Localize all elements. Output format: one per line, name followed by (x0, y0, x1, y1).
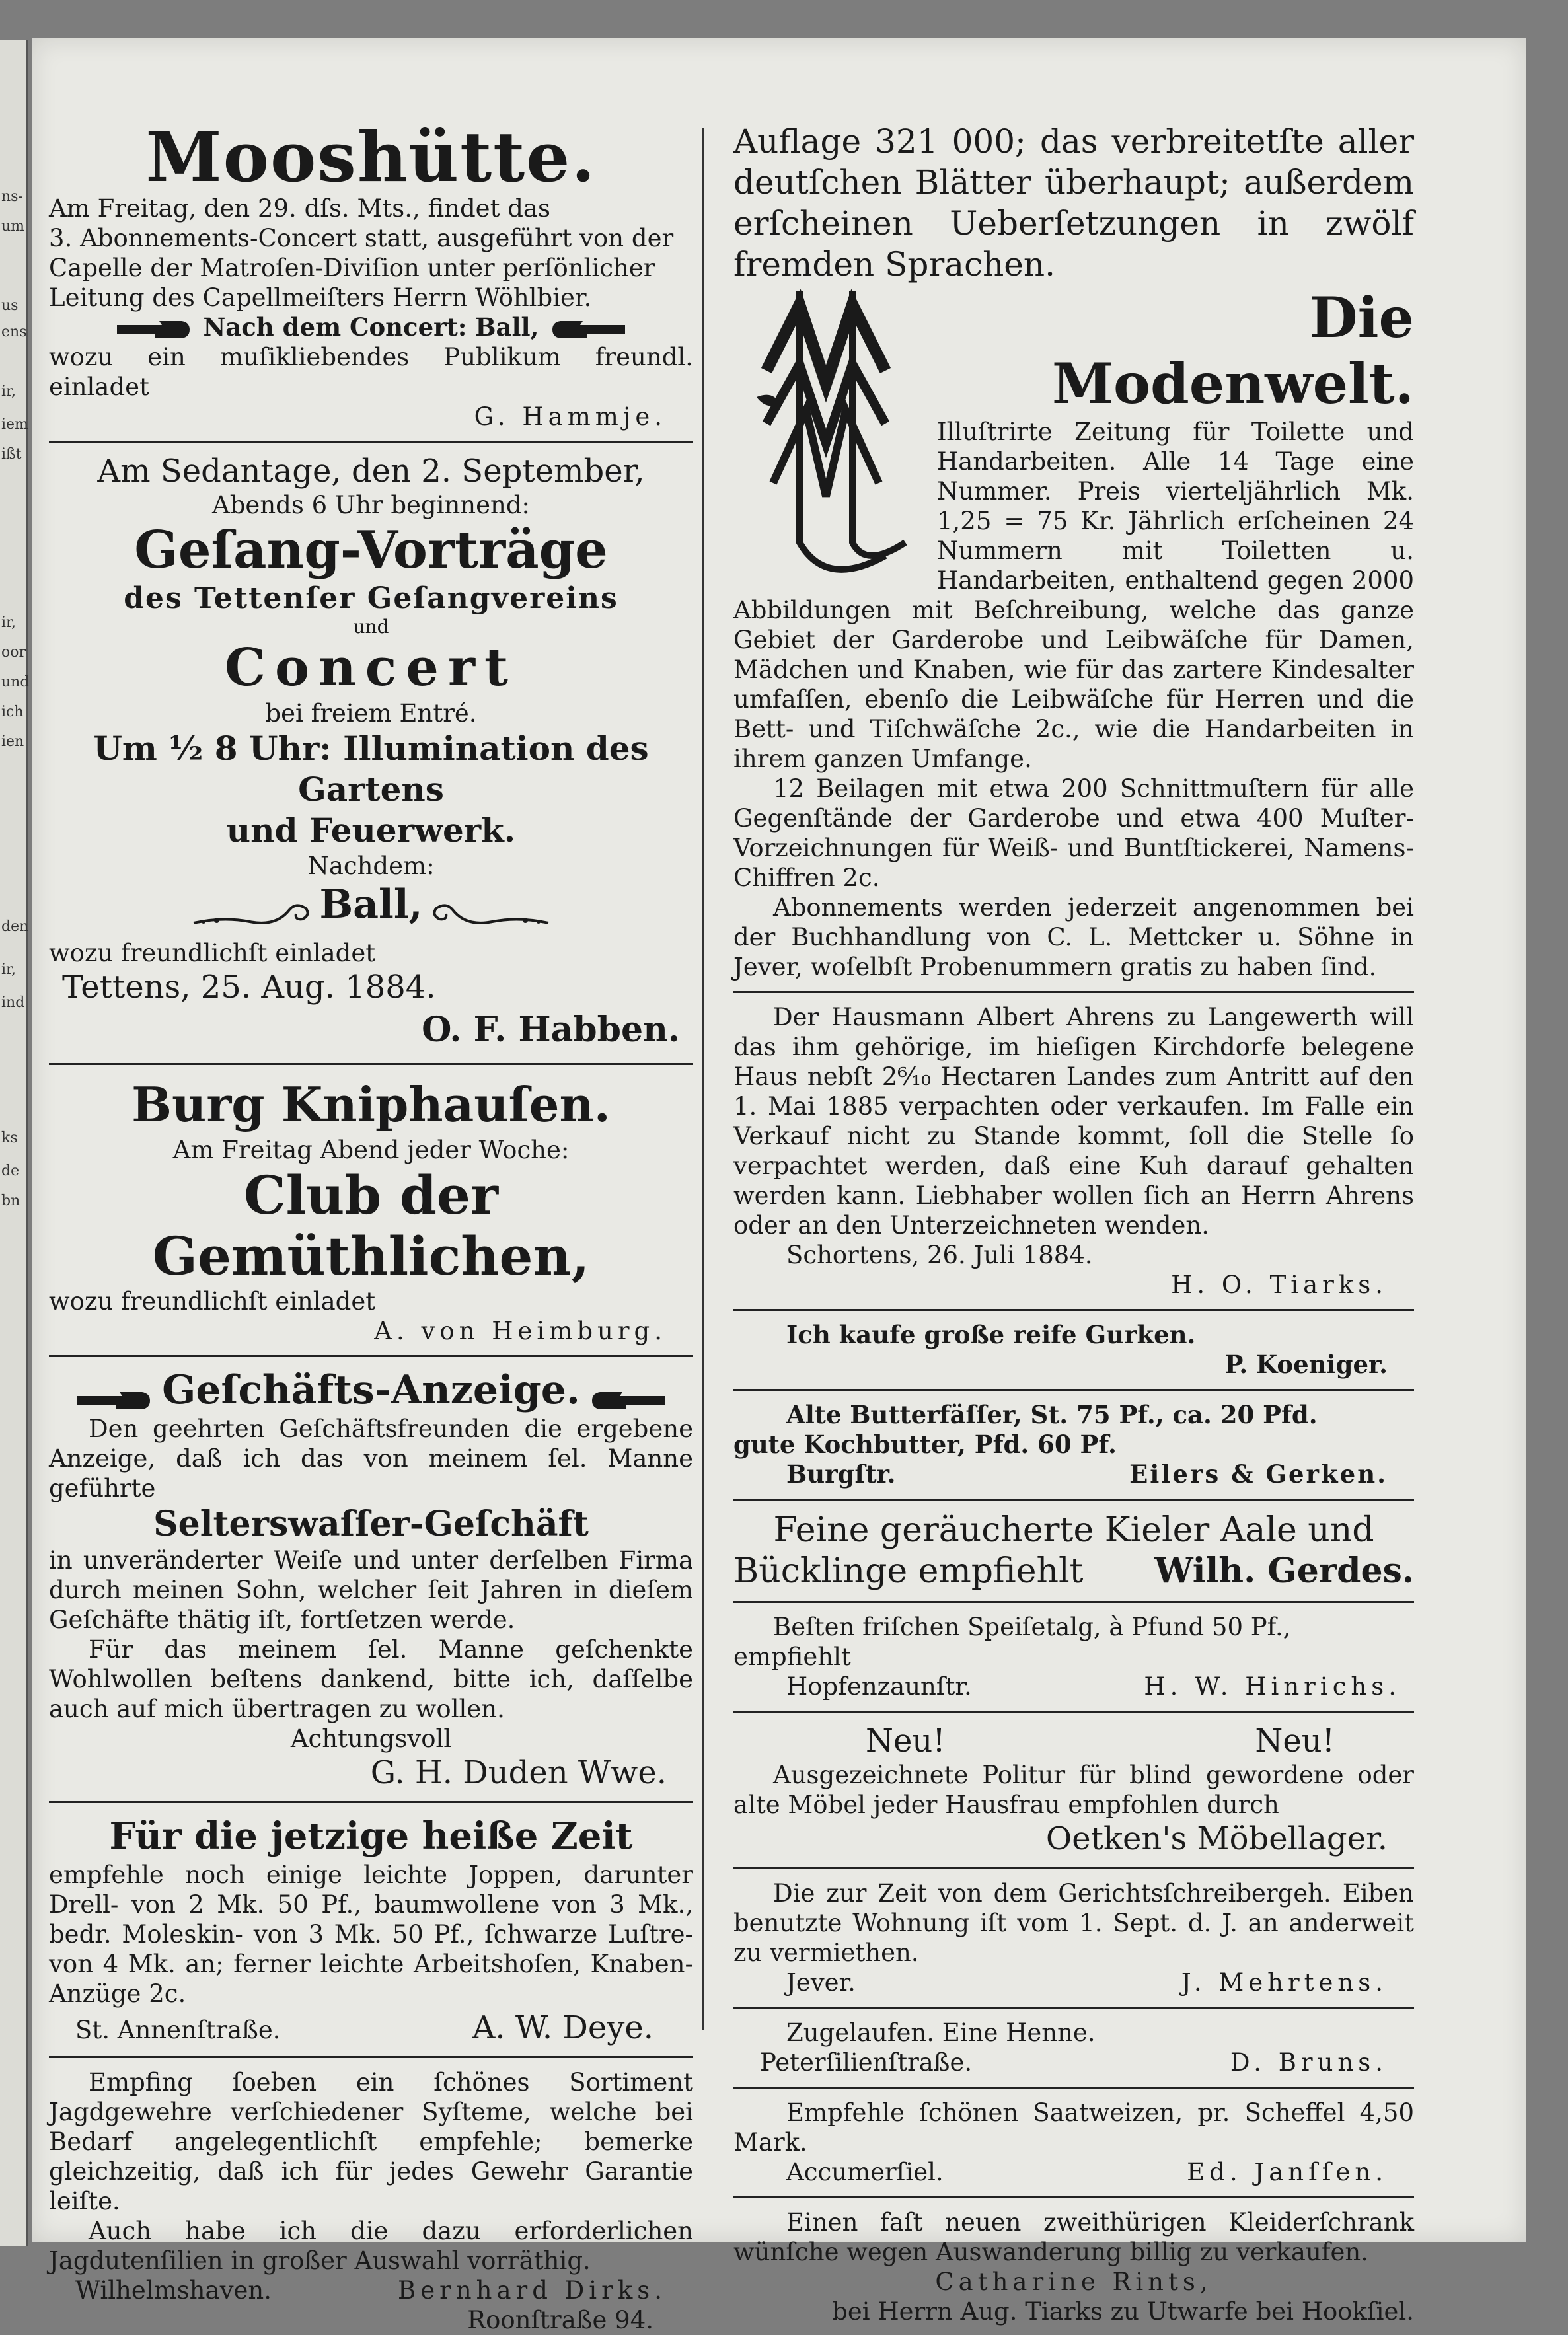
margin-fragment: ien (1, 733, 24, 750)
ad-title: Für die jetzige heiße Zeit (109, 1814, 633, 1858)
pointing-hand-left-icon (583, 1391, 669, 1411)
ad-modenwelt (733, 121, 1414, 982)
left-column (49, 116, 693, 2335)
margin-fragment: iem (1, 416, 28, 433)
ad-address: Accumerſiel. (786, 2158, 944, 2186)
ad-separator (49, 1063, 693, 1065)
ad-paragraph: Den geehrten Geſchäftsfreunden die ergebene Anzeige, daß ich das von meinem ſel. Manne geführte (49, 1415, 693, 1502)
ad-line: Nach dem Concert: Ball, (203, 313, 539, 342)
ad-separator (733, 1499, 1414, 1501)
margin-fragment: de (1, 1163, 20, 1179)
ad-heading: Ball, (319, 881, 423, 928)
ad-line: Am Sedantage, den 2. September, (97, 453, 645, 490)
ad-paragraph: Empfing ſoeben ein ſchönes Sortiment Jagdgewehre verſchiedener Syſteme, welche bei Bedarf angelegentlichſt empfehle; bemerke gleichzeitig, daß ich für jedes Gewehr Garantie leiſte. (49, 2068, 693, 2215)
ad-signature: J. Mehrtens. (1181, 1968, 1388, 1997)
ad-line: Zugelaufen. Eine Henne. (786, 2019, 1096, 2047)
ad-signature: Catharine Rints, (935, 2268, 1213, 2296)
pointing-hand-left-icon (547, 320, 626, 340)
ad-line: Abends 6 Uhr beginnend: (212, 491, 530, 519)
ad-address: Roonſtraße 94. (467, 2306, 653, 2334)
ad-signature: H. W. Hinrichs. (1144, 1672, 1401, 1701)
ad-line: wozu ein muſikliebendes Publikum freundl. einladet (49, 343, 693, 401)
margin-fragment: und (1, 674, 30, 690)
ad-heading: Neu! (866, 1723, 946, 1760)
ad-paragraph: Die zur Zeit von dem Gerichtsſchreibergeh. Eiben benutzte Wohnung iſt vom 1. Sept. d. J. an anderweit zu vermiethen. (733, 1879, 1414, 1967)
previous-page-edge (0, 40, 28, 2246)
ad-line: empfiehlt (733, 1643, 851, 1671)
ad-wohnung (733, 1878, 1414, 1997)
ad-place-date: Schortens, 26. Juli 1884. (786, 1241, 1093, 1269)
ad-title: Mooshütte. (145, 116, 597, 198)
ad-line: 3. Abonnements-Concert statt, ausgeführt von der (49, 224, 674, 252)
ad-line: Am Freitag, den 29. dſs. Mts., findet das (49, 194, 550, 223)
ad-address: Burgſtr. (786, 1460, 896, 1489)
ad-signature: Eilers & Gerken. (1129, 1460, 1388, 1489)
ad-separator (733, 2007, 1414, 2009)
ad-heading: Um ½ 8 Uhr: Illumination des Gartens (93, 729, 649, 809)
ad-heading: Selterswaſſer-Geſchäft (153, 1504, 589, 1544)
ad-line: wozu freundlichſt einladet (49, 1287, 376, 1316)
ad-gurken (733, 1320, 1414, 1380)
pointing-hand-right-icon (73, 1391, 159, 1411)
ad-address: Peterſilienſtraße. (760, 2048, 973, 2077)
ad-place: Jever. (786, 1968, 856, 1997)
margin-fragment: um (1, 218, 25, 235)
ad-heading: des Tettenſer Geſangvereins (124, 581, 618, 615)
ad-separator (49, 1801, 693, 1803)
ad-heading: Club der Gemüthlichen, (152, 1164, 590, 1287)
margin-fragment: us (1, 297, 19, 314)
ad-paragraph: 12 Beilagen mit etwa 200 Schnittmuſtern für alle Gegenſtände der Garderobe und etwa 400 Muſter-Vorzeichnungen für Weiß- und Buntſtickerei, Namens-Chiffren 2c. (733, 774, 1414, 892)
margin-fragment: ns- (1, 188, 23, 205)
ad-signature: Oetken's Möbellager. (1045, 1820, 1388, 1857)
ad-separator (733, 1711, 1414, 1713)
ad-line: Beſten friſchen Speiſetalg, à Pfund 50 Pf., (773, 1613, 1291, 1641)
ad-signature: Wilh. Gerdes. (1154, 1551, 1414, 1591)
ad-line: Capelle der Matroſen-Diviſion unter perſönlicher (49, 254, 655, 282)
right-column (733, 121, 1414, 2326)
ad-line: gute Kochbutter, Pfd. 60 Pf. (733, 1430, 1117, 1459)
ad-separator (733, 1309, 1414, 1311)
margin-fragment: bn (1, 1193, 20, 1209)
ad-saatweizen (733, 2098, 1414, 2187)
ad-intro: Auflage 321 000; das verbreitetſte aller deutſchen Blätter überhaupt; außerdem erſcheinen Ueberſetzungen in zwölf fremden Sprachen. (733, 122, 1414, 283)
ad-separator (733, 1867, 1414, 1869)
ad-signature: A. von Heimburg. (374, 1317, 667, 1345)
ornament-right-icon (426, 897, 552, 934)
ad-line: Feine geräucherte Kieler Aale und (773, 1510, 1374, 1550)
ad-paragraph: Abonnements werden jederzeit angenommen bei der Buchhandlung von C. L. Mettcker u. Söhne in Jever, woſelbſt Probenummern gratis zu haben ſind. (733, 893, 1414, 981)
ad-heading: Geſang-Vorträge (134, 520, 608, 580)
ad-title: Die Modenwelt. (1052, 285, 1414, 416)
ad-separator (733, 1389, 1414, 1391)
ad-signature: Ed. Janſſen. (1187, 2158, 1388, 2186)
ad-address: Hopfenzaunſtr. (786, 1672, 972, 1701)
ad-heading: und Feuerwerk. (226, 811, 516, 850)
modenwelt-logo-icon (753, 278, 925, 589)
ad-paragraph: Der Hausmann Albert Ahrens zu Langewerth will das ihm gehörige, im hieſigen Kirchdorfe belegene Haus nebſt 2⁶⁄₁₀ Hectaren Landes zum Antritt auf den 1. Mai 1885 verpachten oder verkaufen. Im Falle ein Verkauf nicht zu Stande kommt, ſoll die Stelle ſo verpachtet werden, daß eine Kuh darauf gehalten werden kann. Liebhaber wollen ſich an Herrn Ahrens oder an den Unterzeichneten wenden. (733, 1003, 1414, 1240)
margin-fragment: ens (1, 324, 27, 340)
ad-address: St. Annenſtraße. (75, 2016, 281, 2044)
column-divider (702, 128, 704, 2030)
ad-heading: Neu! (1255, 1723, 1335, 1760)
margin-fragment: ks (1, 1130, 18, 1146)
ad-paragraph: Auch habe ich die dazu erforderlichen Jagdutenſilien in großer Auswahl vorräthig. (49, 2217, 693, 2275)
ad-separator (733, 991, 1414, 993)
ad-separator (733, 2196, 1414, 2198)
ad-butter (733, 1400, 1414, 1489)
margin-fragment: ir, (1, 961, 17, 978)
ad-signature: G. H. Duden Wwe. (370, 1754, 667, 1791)
ad-title: Geſchäfts-Anzeige. (162, 1367, 580, 1413)
ad-place-date: Tettens, 25. Aug. 1884. (62, 969, 436, 1006)
ad-line: bei freiem Entré. (265, 699, 477, 727)
ad-line: und (353, 616, 389, 638)
ad-paragraph: Empfehle ſchönen Saatweizen, pr. Scheffel 4,50 Mark. (733, 2098, 1414, 2157)
ad-paragraph: Für das meinem ſel. Manne geſchenkte Wohlwollen beſtens dankend, bitte ich, daſſelbe auch auf mich übertragen zu wollen. (49, 1635, 693, 1723)
ad-henne (733, 2018, 1414, 2077)
ad-place: Wilhelmshaven. (75, 2276, 272, 2305)
margin-fragment: ind (1, 994, 25, 1011)
ad-paragraph: Einen faſt neuen zweithürigen Kleiderſchrank wünſche wegen Auswanderung billig zu verkaufen. (733, 2208, 1414, 2266)
margin-fragment: ir, (1, 614, 17, 631)
ad-separator (49, 1355, 693, 1357)
ad-line: Ich kaufe große reife Gurken. (786, 1320, 1196, 1349)
ad-aale (733, 1510, 1414, 1592)
margin-fragment: ich (1, 704, 24, 720)
ad-hausmann (733, 1002, 1414, 1300)
ad-closing: Achtungsvoll (290, 1724, 452, 1753)
ad-signature: D. Bruns. (1230, 2048, 1388, 2077)
ad-paragraph: in unveränderter Weiſe und unter derſelben Firma durch meinen Sohn, welcher ſeit Jahren in dieſem Geſchäfte thätig iſt, fortſetzen werde. (49, 1546, 693, 1634)
ad-line: wozu freundlichſt einladet (49, 939, 376, 967)
pointing-hand-right-icon (116, 320, 195, 340)
margin-fragment: ir, (1, 383, 17, 400)
margin-fragment: oor (1, 644, 26, 661)
ad-paragraph: Illuſtrirte Zeitung für Toilette und Handarbeiten. Alle 14 Tage eine Nummer. Preis vierteljährlich Mk. 1,25 = 75 Kr. Jährlich erſcheinen 24 Nummern mit Toiletten u. Handarbeiten, enthaltend gegen 2000 Abbildungen mit Beſchreibung, welche das ganze Gebiet der Garderobe und Leibwäſche für Damen, Mädchen und Knaben, wie für das zartere Kindesalter umfaſſen, ebenſo die Leibwäſche für Herren und die Bett- und Tiſchwäſche 2c., wie die Handarbeiten in ihrem ganzen Umfange. (733, 418, 1414, 773)
margin-fragment: ißt (1, 446, 22, 463)
ad-speisetalg (733, 1612, 1414, 1701)
ad-kleiderschrank (733, 2207, 1414, 2326)
ad-line: Leitung des Capellmeiſters Herrn Wöhlbier. (49, 283, 592, 312)
ad-heading: Concert (224, 638, 518, 698)
ad-line: Alte Butterfäſſer, St. 75 Pf., ca. 20 Pfd. (786, 1400, 1318, 1429)
ad-separator (49, 2056, 693, 2058)
ad-kniphausen (49, 1074, 693, 1346)
ad-separator (49, 441, 693, 443)
ad-paragraph: Ausgezeichnete Politur für blind gewordene oder alte Möbel jeder Hausfrau empfohlen durch (733, 1761, 1414, 1819)
ad-line: Bücklinge empfiehlt (733, 1551, 1084, 1591)
ad-signature: A. W. Deye. (472, 2009, 653, 2046)
ad-paragraph: empfehle noch einige leichte Joppen, darunter Drell- von 2 Mk. 50 Pf., baumwollene von 3 Mk., bedr. Moleskin- von 3 Mk. 50 Pf., ſchwarze Luſtre- von 4 Mk. an; ferner leichte Arbeitshoſen, Knaben-Anzüge 2c. (49, 1861, 693, 2008)
ad-sedantag (49, 452, 693, 1054)
ad-jagd (49, 2067, 693, 2335)
ad-signature: P. Koeniger. (1224, 1350, 1388, 1379)
ornament-left-icon (190, 897, 316, 934)
ad-separator (733, 2087, 1414, 2089)
ad-signature: O. F. Habben. (422, 1010, 680, 1050)
ad-separator (733, 1601, 1414, 1603)
ad-address: bei Herrn Aug. Tiarks zu Utwarfe bei Hookſiel. (832, 2297, 1414, 2326)
ad-title: Burg Kniphauſen. (131, 1076, 611, 1132)
ad-politur (733, 1722, 1414, 1858)
ad-mooshuette (49, 116, 693, 431)
ad-geschaeft (49, 1366, 693, 1792)
ad-signature: H. O. Tiarks. (1171, 1271, 1388, 1299)
ad-line: Nachdem: (307, 852, 435, 880)
ad-signature: Bernhard Dirks. (398, 2276, 667, 2305)
ad-line: Am Freitag Abend jeder Woche: (172, 1136, 570, 1164)
newspaper-page (32, 38, 1526, 2334)
margin-fragment: den (1, 918, 29, 935)
ad-heisse-zeit (49, 1812, 693, 2047)
ad-signature: G. Hammje. (474, 402, 667, 431)
